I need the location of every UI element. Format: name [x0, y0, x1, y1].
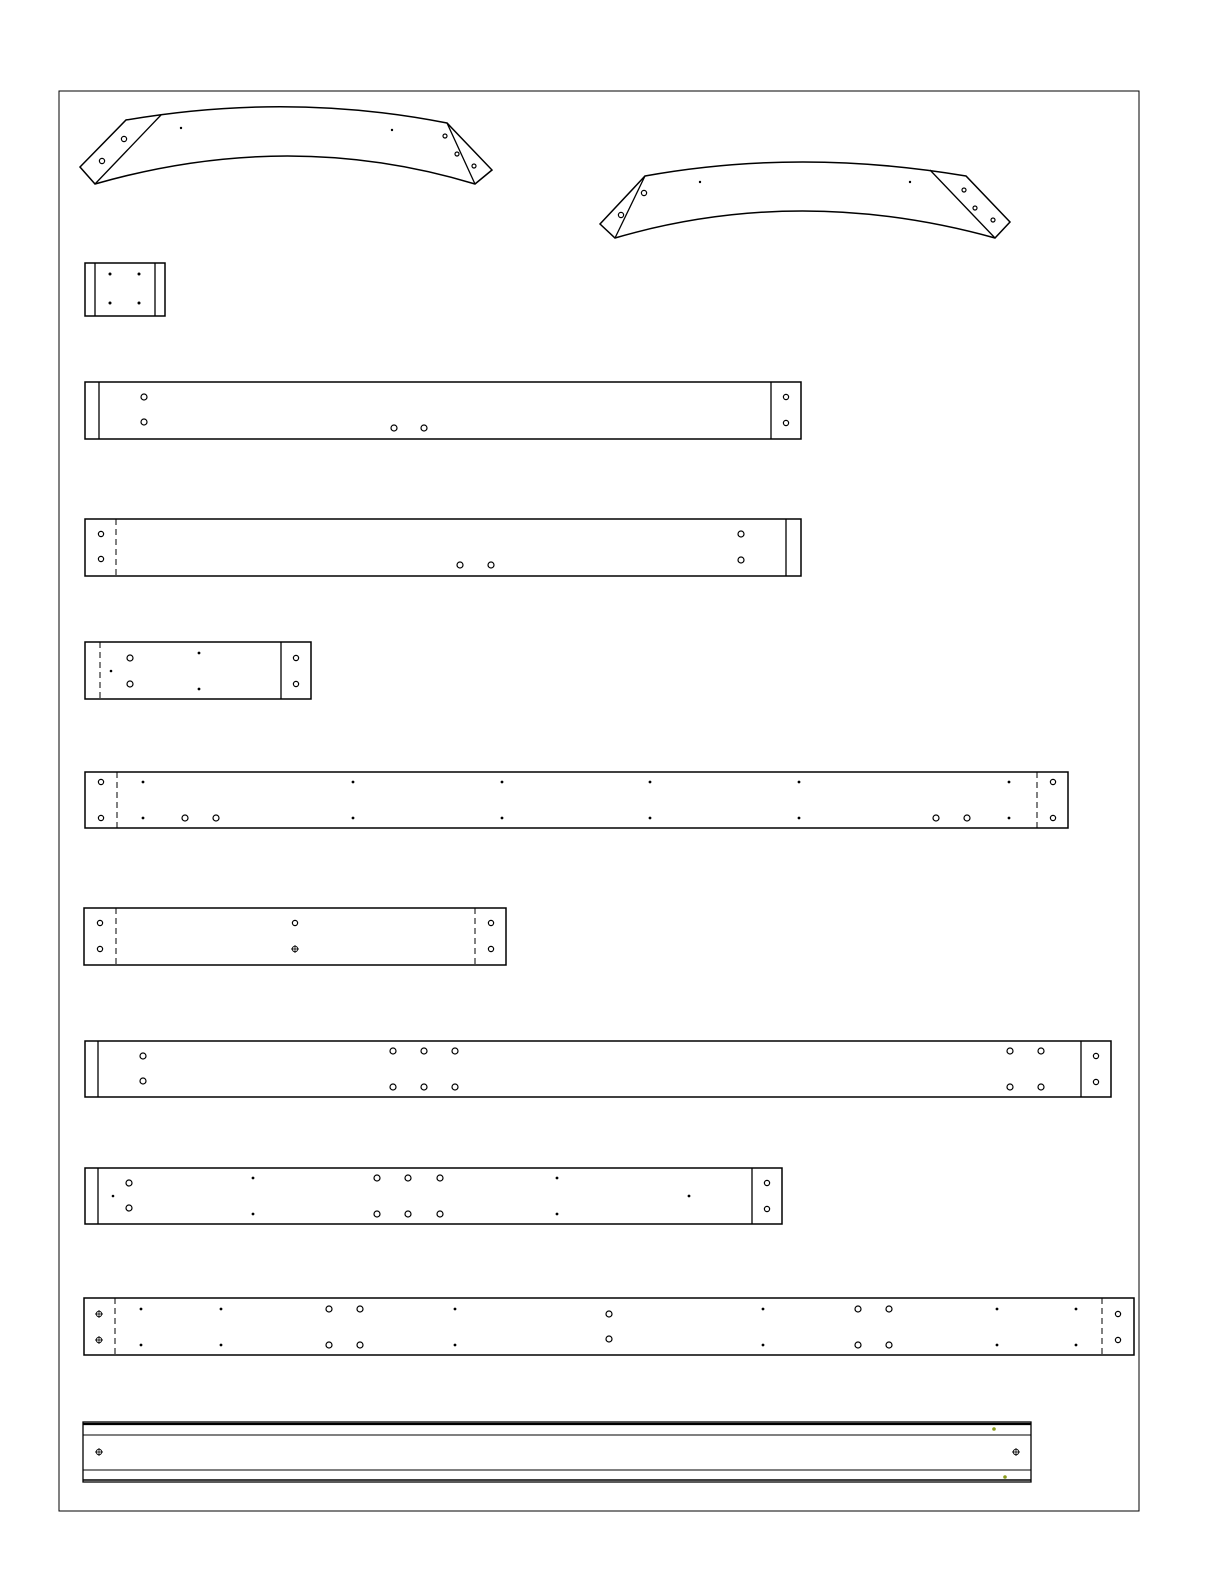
alignment-marker	[992, 1427, 996, 1431]
bar-9-flat	[83, 1422, 1031, 1482]
curved-rail-right	[600, 162, 1010, 238]
bar-1	[85, 382, 801, 439]
bar-8-long	[84, 1298, 1134, 1355]
small-block	[85, 263, 165, 316]
alignment-marker	[1003, 1475, 1007, 1479]
curved-rail-left	[80, 107, 492, 184]
bar-2	[85, 519, 801, 576]
bar-4-long	[85, 772, 1068, 828]
bar-7	[85, 1168, 782, 1224]
bar-3-short	[85, 642, 311, 699]
bar-6-long	[85, 1041, 1111, 1097]
bar-5-medium	[84, 908, 506, 965]
